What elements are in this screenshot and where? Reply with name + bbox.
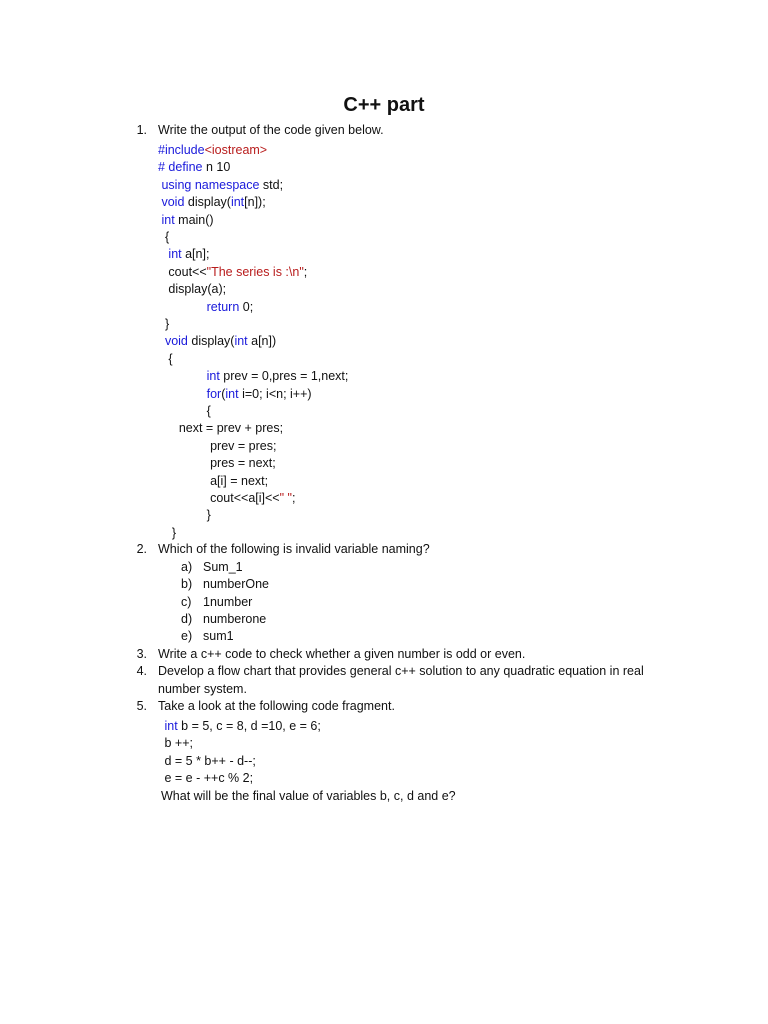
code-line bbox=[158, 351, 173, 367]
code-text bbox=[158, 369, 207, 383]
code-keyword: int bbox=[225, 387, 239, 401]
code-text: cout<<a[i]<< bbox=[158, 491, 280, 505]
code-text: b = 5, c = 8, d =10, e = 6; bbox=[177, 719, 321, 733]
code-string: "The series is :\n" bbox=[206, 265, 304, 279]
code-line bbox=[158, 194, 266, 210]
code-keyword: using namespace bbox=[158, 178, 260, 192]
code-text bbox=[158, 300, 207, 314]
q4-text-line1: Develop a flow chart that provides general c++ solution to any quadratic equation in real bbox=[158, 664, 644, 678]
option-text: numberOne bbox=[203, 577, 270, 591]
code-keyword: void bbox=[164, 334, 188, 348]
code-text: } bbox=[158, 317, 170, 331]
code-text: } bbox=[158, 508, 211, 522]
code-text: 0; bbox=[239, 300, 254, 314]
code-line bbox=[158, 455, 276, 471]
code-line bbox=[161, 753, 256, 769]
code-text: pres = next; bbox=[158, 456, 276, 470]
code-text bbox=[158, 387, 207, 401]
code-text: display( bbox=[187, 334, 235, 348]
q4-number: 4. bbox=[136, 664, 147, 678]
q5-question: What will be the final value of variables b, c, d and e? bbox=[161, 789, 456, 803]
option-label: e) bbox=[181, 629, 193, 643]
option-text: sum1 bbox=[203, 629, 234, 643]
code-line bbox=[158, 473, 268, 489]
q1-text: Write the output of the code given below. bbox=[158, 123, 384, 137]
code-line bbox=[158, 281, 226, 297]
code-text: ( bbox=[221, 387, 226, 401]
code-text: { bbox=[158, 230, 170, 244]
option-text: 1number bbox=[203, 595, 253, 609]
code-text: ; bbox=[291, 491, 296, 505]
code-keyword: void bbox=[158, 195, 185, 209]
code-line bbox=[158, 525, 176, 541]
code-text: a[n]; bbox=[181, 247, 210, 261]
code-keyword: int bbox=[158, 213, 175, 227]
code-line bbox=[161, 718, 321, 734]
q5-number: 5. bbox=[136, 699, 147, 713]
code-line bbox=[161, 735, 193, 751]
code-text: { bbox=[158, 404, 211, 418]
code-text: n 10 bbox=[202, 160, 231, 174]
code-text: a[i] = next; bbox=[158, 474, 269, 488]
code-line bbox=[158, 507, 211, 523]
code-line bbox=[158, 490, 295, 506]
code-string: " " bbox=[279, 491, 292, 505]
option-label: d) bbox=[181, 612, 193, 626]
code-text: d = 5 * b++ - d--; bbox=[161, 754, 256, 768]
code-text: e = e - ++c % 2; bbox=[161, 771, 254, 785]
code-text: a[n]) bbox=[247, 334, 277, 348]
code-line bbox=[158, 333, 276, 349]
code-keyword: int bbox=[206, 369, 220, 383]
code-keyword: int bbox=[161, 719, 178, 733]
code-text: ; bbox=[303, 265, 308, 279]
code-text bbox=[158, 247, 168, 261]
code-line bbox=[158, 299, 253, 315]
code-line bbox=[158, 246, 209, 262]
code-line bbox=[158, 142, 267, 158]
option-text: Sum_1 bbox=[203, 560, 243, 574]
code-text: next = prev + pres; bbox=[158, 421, 284, 435]
option-label: b) bbox=[181, 577, 193, 591]
code-text: std; bbox=[259, 178, 284, 192]
code-line bbox=[158, 420, 283, 436]
option-text: numberone bbox=[203, 612, 267, 626]
code-line bbox=[158, 159, 230, 175]
code-keyword: int bbox=[168, 247, 182, 261]
code-text: main() bbox=[174, 213, 214, 227]
page-title: C++ part bbox=[343, 94, 425, 116]
code-line bbox=[158, 229, 169, 245]
code-text: cout<< bbox=[158, 265, 207, 279]
code-text: prev = 0,pres = 1,next; bbox=[219, 369, 349, 383]
q3-number: 3. bbox=[136, 647, 147, 661]
code-text: { bbox=[158, 352, 173, 366]
code-keyword: int bbox=[234, 334, 248, 348]
code-keyword: int bbox=[230, 195, 245, 209]
code-keyword: return bbox=[206, 300, 240, 314]
code-keyword: for bbox=[206, 387, 222, 401]
code-text: b ++; bbox=[161, 736, 193, 750]
code-text: } bbox=[158, 526, 177, 540]
option-label: c) bbox=[181, 595, 192, 609]
q2-text: Which of the following is invalid variable naming? bbox=[158, 542, 430, 556]
code-text: i=0; i<n; i++) bbox=[238, 387, 312, 401]
option-label: a) bbox=[181, 560, 193, 574]
code-text: prev = pres; bbox=[158, 439, 277, 453]
code-line bbox=[158, 386, 312, 402]
code-line bbox=[158, 264, 307, 280]
code-text: [n]); bbox=[244, 195, 266, 209]
q4-text-line2: number system. bbox=[158, 682, 247, 696]
code-string: <iostream> bbox=[204, 143, 268, 157]
code-text: display(a); bbox=[158, 282, 227, 296]
code-text bbox=[158, 334, 165, 348]
code-line bbox=[161, 770, 253, 786]
code-text: display( bbox=[184, 195, 231, 209]
code-line bbox=[158, 316, 169, 332]
code-line bbox=[158, 212, 214, 228]
q1-number: 1. bbox=[136, 123, 147, 137]
code-line bbox=[158, 403, 211, 419]
code-line bbox=[158, 368, 348, 384]
code-line bbox=[158, 438, 276, 454]
q5-text: Take a look at the following code fragment. bbox=[158, 699, 395, 713]
q3-text: Write a c++ code to check whether a given number is odd or even. bbox=[158, 647, 526, 661]
code-keyword: #include bbox=[158, 143, 205, 157]
code-line bbox=[158, 177, 283, 193]
code-keyword: # define bbox=[158, 160, 203, 174]
q2-number: 2. bbox=[136, 542, 147, 556]
